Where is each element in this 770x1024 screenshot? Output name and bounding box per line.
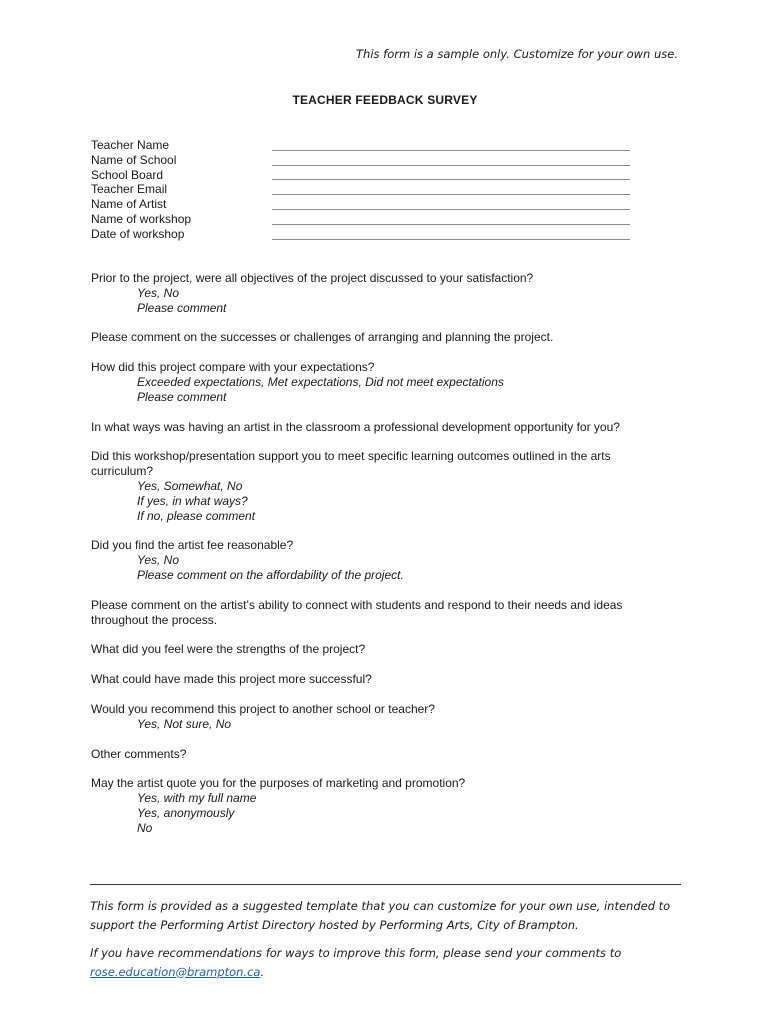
field-row [91,168,631,183]
question-option: Please comment [137,389,227,404]
field-blank-line[interactable] [272,193,630,195]
question-block [91,702,671,732]
footer-notes [90,897,680,991]
question-text: In what ways was having an artist in the classroom a professional development opportunity for you? [91,419,620,434]
question-option: If no, please comment [137,508,256,523]
question-option: Yes, anonymously [137,805,235,820]
contact-email-link[interactable]: rose.education@brampton.ca [90,964,261,979]
field-row [91,227,631,242]
question-block [91,420,671,435]
question-block [91,449,671,523]
field-label: Teacher Name [91,138,170,152]
question-block [91,672,671,687]
field-row [91,212,631,227]
field-blank-line[interactable] [272,223,630,225]
question-option: Yes, with my full name [137,791,257,806]
field-label: Name of School [91,152,177,167]
field-blank-line[interactable] [272,208,630,210]
question-block [91,642,671,657]
question-text: May the artist quote you for the purposes of marketing and promotion? [91,776,466,791]
question-option: Please comment [137,300,227,315]
question-text: Would you recommend this project to another school or teacher? [91,701,435,716]
question-text: Please comment on the successes or challenges of arranging and planning the project. [91,330,554,345]
field-blank-line[interactable] [272,164,630,166]
question-text: Did this workshop/presentation support you to meet specific learning outcomes outlined in the arts curriculum? [91,449,611,479]
field-row [91,138,631,153]
field-blank-line[interactable] [272,178,630,180]
question-block [91,747,671,762]
question-text: How did this project compare with your expectations? [91,360,375,375]
field-row [91,153,631,168]
question-block [91,271,671,315]
footer-divider [90,884,681,885]
field-blank-line[interactable] [272,238,630,240]
question-text: Prior to the project, were all objectives of the project discussed to your satisfaction? [91,271,534,285]
question-option: Please comment on the affordability of the project. [137,567,404,582]
question-option: Yes, Somewhat, No [137,478,243,493]
contact-period: . [260,964,265,979]
question-block [91,598,671,628]
question-option: Yes, Not sure, No [137,716,232,731]
field-label: Name of Artist [91,197,167,212]
question-option: Yes, No [137,285,180,300]
question-text: What could have made this project more successful? [91,672,372,687]
question-list [91,271,671,851]
question-block [91,538,671,582]
question-text: Please comment on the artist’s ability to connect with students and respond to their needs and ideas throughout the process. [91,597,623,627]
page-title: TEACHER FEEDBACK SURVEY [292,93,478,107]
field-row [91,197,631,212]
question-block [91,330,671,345]
question-text: What did you feel were the strengths of the project? [91,642,366,657]
field-label: School Board [91,167,164,182]
question-text: Did you find the artist fee reasonable? [91,538,294,553]
question-option: Exceeded expectations, Met expectations, Did not meet expectations [137,374,504,389]
field-label: Teacher Email [91,182,168,197]
sample-note: This form is a sample only. Customize for your own use. [356,47,678,61]
question-block [91,360,671,404]
field-blank-line[interactable] [272,149,630,151]
question-text: Other comments? [91,746,187,761]
field-label: Name of workshop [91,211,192,226]
info-fields [91,138,631,242]
question-block [91,776,671,835]
field-row [91,182,631,197]
footer-paragraph-template: This form is provided as a suggested template that you can customize for your own use, intended to support the Performing Artist Directory hosted by Performing Arts, City of Brampton. [90,899,671,932]
question-option: If yes, in what ways? [137,493,248,508]
question-option: Yes, No [137,553,180,568]
field-label: Date of workshop [91,226,185,241]
footer-paragraph-contact [90,944,680,981]
contact-text: If you have recommendations for ways to improve this form, please send your comments to [90,946,622,960]
question-option: No [137,820,153,835]
